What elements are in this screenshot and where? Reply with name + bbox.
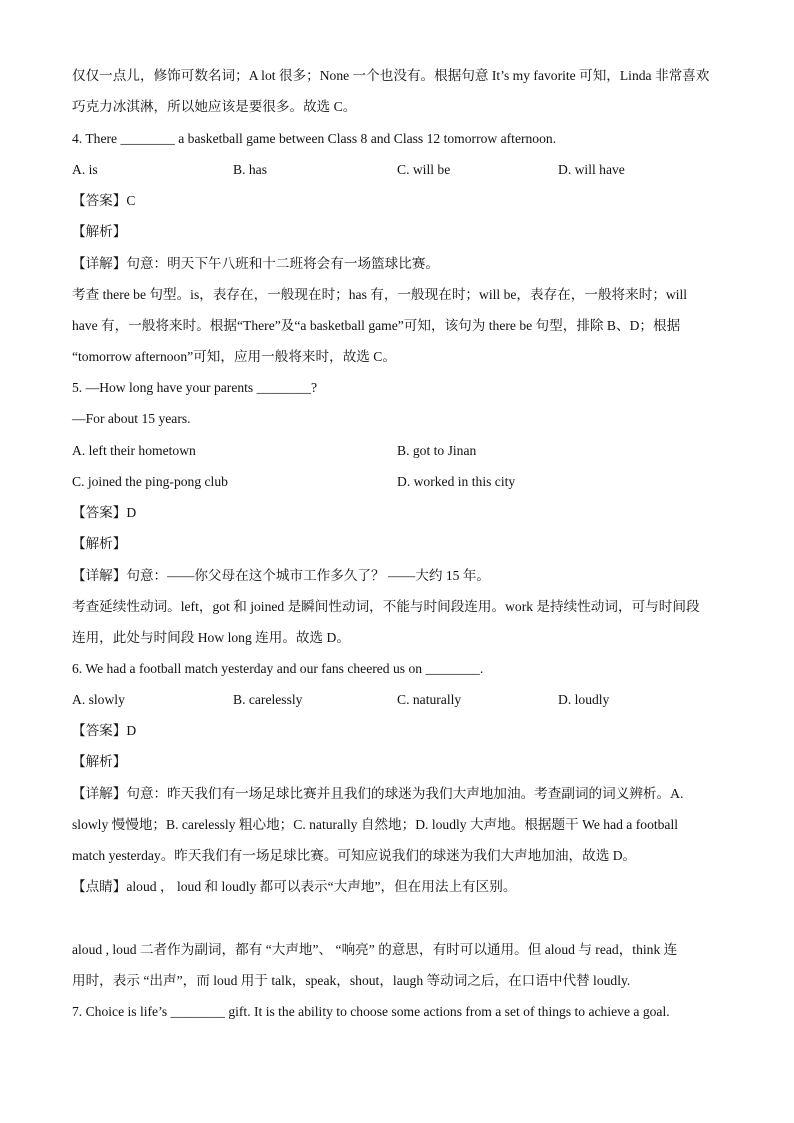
option-b: B. carelessly [233, 692, 303, 707]
detail-line: 考查延续性动词。left，got 和 joined 是瞬间性动词，不能与时间段连用。work 是持续性动词，可与时间段 [72, 599, 700, 614]
option-b: B. has [233, 162, 267, 177]
detail-line: 【详解】句意：昨天我们有一场足球比赛并且我们的球迷为我们大声地加油。考查副词的词义辨析。A. [72, 786, 684, 801]
detail-line: slowly 慢慢地；B. carelessly 粗心地；C. naturally 自然地；D. loudly 大声地。根据题干 We had a football [72, 817, 679, 832]
text-line: 巧克力冰淇淋，所以她应该是要很多。故选 C。 [72, 99, 357, 114]
answer-line: 【答案】D [72, 723, 137, 738]
question-7: 7. Choice is life’s ________ gift. It is the ability to choose some actions from a set of things to achieve a goal. [72, 1004, 670, 1019]
detail-line: 连用，此处与时间段 How long 连用。故选 D。 [72, 630, 350, 645]
option-c: C. will be [397, 162, 451, 177]
option-c: C. naturally [397, 692, 462, 707]
question-5-reply: —For about 15 years. [72, 411, 191, 426]
option-d: D. will have [558, 162, 625, 177]
detail-line: 考查 there be 句型。is，表存在，一般现在时；has 有，一般现在时；will be，表存在，一般将来时；will [72, 287, 688, 302]
option-c: C. joined the ping-pong club [72, 474, 228, 489]
question-6: 6. We had a football match yesterday and our fans cheered us on ________. [72, 661, 484, 676]
detail-line: 【详解】句意：明天下午八班和十二班将会有一场篮球比赛。 [72, 256, 440, 271]
question-5: 5. —How long have your parents ________? [72, 380, 318, 395]
option-b: B. got to Jinan [397, 443, 477, 458]
option-d: D. worked in this city [397, 474, 516, 489]
explanation-line: aloud , loud 二者作为副词，都有 “大声地”、 “响亮” 的意思，有时可以通用。但 aloud 与 read，think 连 [72, 942, 678, 957]
detail-line: 【详解】句意：——你父母在这个城市工作多久了？ ——大约 15 年。 [72, 568, 491, 583]
answer-line: 【答案】C [72, 193, 136, 208]
detail-line: “tomorrow afternoon”可知，应用一般将来时，故选 C。 [72, 349, 396, 364]
detail-line: have 有，一般将来时。根据“There”及“a basketball game”可知，该句为 there be 句型，排除 B、D；根据 [72, 318, 681, 333]
explanation-line: 用时，表示 “出声”，而 loud 用于 talk，speak，shout，laugh 等动词之后，在口语中代替 loudly. [72, 973, 631, 988]
detail-line: match yesterday。昨天我们有一场足球比赛。可知应说我们的球迷为我们大声地加油，故选 D。 [72, 848, 637, 863]
option-a: A. left their hometown [72, 443, 196, 458]
analysis-heading: 【解析】 [72, 536, 127, 551]
question-4: 4. There ________ a basketball game between Class 8 and Class 12 tomorrow afternoon. [72, 131, 557, 146]
option-a: A. is [72, 162, 98, 177]
text-line: 仅仅一点儿，修饰可数名词；A lot 很多；None 一个也没有。根据句意 It’s my favorite 可知，Linda 非常喜欢 [72, 68, 710, 83]
answer-line: 【答案】D [72, 505, 137, 520]
analysis-heading: 【解析】 [72, 224, 127, 239]
tip-line: 【点睛】aloud ， loud 和 loudly 都可以表示“大声地”，但在用法上有区别。 [72, 879, 517, 894]
option-a: A. slowly [72, 692, 125, 707]
analysis-heading: 【解析】 [72, 754, 127, 769]
option-d: D. loudly [558, 692, 610, 707]
